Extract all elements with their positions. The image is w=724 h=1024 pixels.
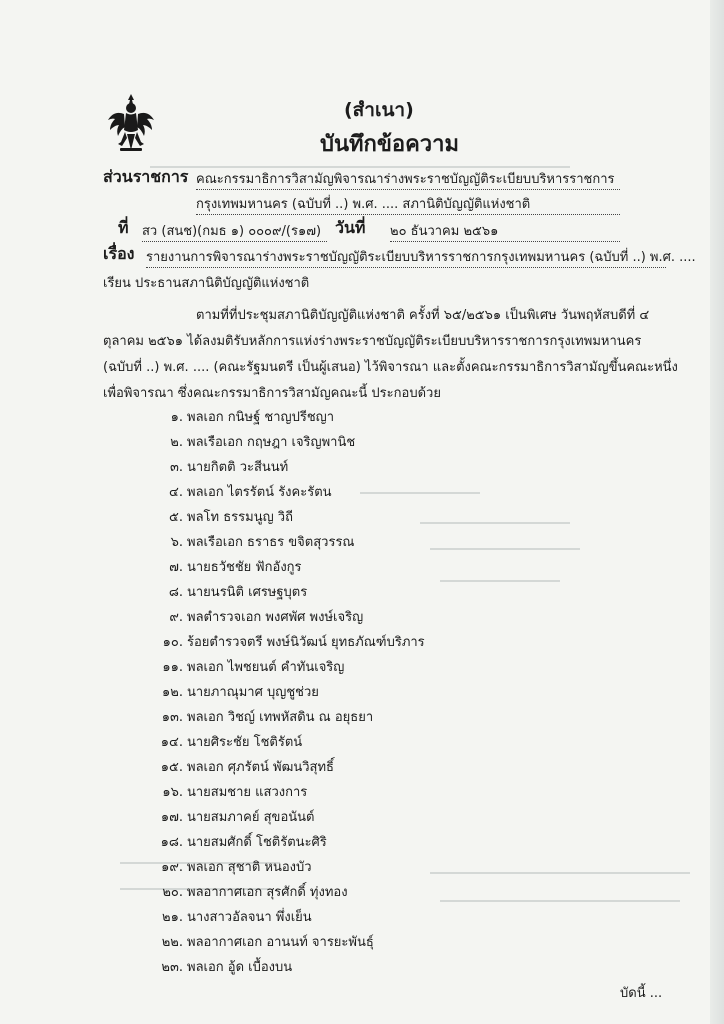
member-item [135, 706, 373, 727]
agency-value-line2: กรุงเทพมหานคร (ฉบับที่ ..) พ.ศ. .... สภานิติบัญญัติแห่งชาติ [196, 193, 620, 215]
member-item [135, 956, 292, 977]
member-name: นายนรนิติ เศรษฐบุตร [187, 585, 308, 600]
member-item [135, 681, 319, 702]
member-number: ๑. [170, 410, 183, 425]
body-paragraph-line: (ฉบับที่ ..) พ.ศ. .... (คณะรัฐมนตรี เป็นผู้เสนอ) ไว้พิจารณา และตั้งคณะกรรมาธิการวิสามัญขึ้นคณะหนึ่ง [103, 360, 678, 375]
member-number: ๓. [169, 460, 183, 475]
bleed-through-line [430, 548, 580, 550]
member-number: ๑๗. [160, 810, 183, 825]
member-name: นายธวัชชัย ฟักอังกูร [187, 560, 302, 575]
member-name: พลตำรวจเอก พงศพัศ พงษ์เจริญ [187, 610, 364, 625]
agency-value-line1: คณะกรรมาธิการวิสามัญพิจารณาร่างพระราชบัญญัติระเบียบบริหารราชการ [196, 168, 620, 190]
date-label: วันที่ [335, 218, 366, 237]
member-name: นายภาณุมาศ บุญชูช่วย [187, 685, 319, 700]
member-name: นางสาวอัลจนา พึ่งเย็น [187, 910, 312, 925]
garuda-emblem-icon [106, 92, 156, 154]
member-number: ๑๕. [160, 760, 183, 775]
continuation-marker: บัดนี้ ... [620, 986, 663, 1001]
agency-label: ส่วนราชการ [103, 167, 189, 186]
member-name: พลโท ธรรมนูญ วิถี [187, 510, 293, 525]
member-number: ๑๖. [162, 785, 183, 800]
member-name: นายกิตติ วะสีนนท์ [187, 460, 289, 475]
member-number: ๑๒. [162, 685, 183, 700]
member-item [135, 406, 334, 427]
copy-mark: (สำเนา) [344, 99, 414, 121]
member-name: นายสมศักดิ์ โชติรัตนะศิริ [187, 835, 327, 850]
member-name: ร้อยตำรวจตรี พงษ์นิวัฒน์ ยุทธภัณฑ์บริภาร [187, 635, 425, 650]
member-name: พลเอก ไพชยนต์ คำทันเจริญ [187, 660, 345, 675]
subject-label: เรื่อง [103, 244, 135, 263]
member-number: ๘. [168, 585, 183, 600]
member-item [135, 856, 312, 877]
body-paragraph-line: ตุลาคม ๒๕๖๑ ได้ลงมติรับหลักการแห่งร่างพระราชบัญญัติระเบียบบริหารราชการกรุงเทพมหานคร [103, 334, 642, 349]
member-name: พลเอก กนิษฐ์ ชาญปรีชญา [187, 410, 335, 425]
member-item [135, 456, 288, 477]
bleed-through-line [420, 522, 570, 524]
member-name: พลเอก ไตรรัตน์ รังคะรัตน [187, 485, 332, 500]
member-number: ๒. [170, 435, 183, 450]
bleed-through-line [440, 900, 680, 902]
member-number: ๑๙. [161, 860, 183, 875]
member-name: นายสมภาคย์ สุขอนันต์ [187, 810, 315, 825]
member-item [135, 656, 344, 677]
member-number: ๑๓. [161, 710, 183, 725]
member-name: พลเอก วิชญ์ เทพหัสดิน ณ อยุธยา [187, 710, 374, 725]
member-item [135, 781, 307, 802]
member-item [135, 906, 312, 927]
member-item [135, 881, 348, 902]
member-number: ๑๑. [162, 660, 183, 675]
memo-title: บันทึกข้อความ [320, 132, 460, 157]
salutation: เรียน ประธานสภานิติบัญญัติแห่งชาติ [103, 276, 310, 291]
date-value: ๒๐ ธันวาคม ๒๕๖๑ [390, 220, 620, 242]
ref-label: ที่ [118, 218, 129, 237]
subject-value: รายงานการพิจารณาร่างพระราชบัญญัติระเบียบบริหารราชการกรุงเทพมหานคร (ฉบับที่ ..) พ.ศ. .... [146, 246, 666, 268]
member-item [135, 531, 355, 552]
member-name: นายศิระชัย โชติรัตน์ [187, 735, 303, 750]
member-number: ๑๔. [160, 735, 183, 750]
member-name: พลเอก สุชาติ หนองบัว [187, 860, 312, 875]
member-item [135, 806, 314, 827]
member-number: ๙. [169, 610, 183, 625]
member-number: ๒๓. [161, 960, 183, 975]
member-number: ๑๘. [160, 835, 183, 850]
member-name: พลอากาศเอก สุรศักดิ์ ทุ่งทอง [187, 885, 348, 900]
member-name: พลเรือเอก ธราธร ขจิตสุวรรณ [187, 535, 355, 550]
bleed-through-line [360, 492, 480, 494]
bleed-through-line [440, 580, 560, 582]
member-name: พลเอก ศุภรัตน์ พัฒนวิสุทธิ์ [187, 760, 334, 775]
member-number: ๗. [169, 560, 183, 575]
member-name: พลอากาศเอก อานนท์ จารยะพันธุ์ [187, 935, 374, 950]
page-edge-shadow [710, 0, 724, 1024]
member-item [135, 506, 293, 527]
member-number: ๒๐. [162, 885, 183, 900]
member-item [135, 931, 374, 952]
body-paragraph-line: เพื่อพิจารณา ซึ่งคณะกรรมาธิการวิสามัญคณะนี้ ประกอบด้วย [103, 386, 441, 401]
member-name: พลเรือเอก กฤษฎา เจริญพานิช [187, 435, 356, 450]
body-paragraph-line: ตามที่ที่ประชุมสภานิติบัญญัติแห่งชาติ ครั้งที่ ๖๕/๒๕๖๑ เป็นพิเศษ วันพฤหัสบดีที่ ๔ [196, 308, 650, 323]
member-item [135, 606, 363, 627]
member-number: ๔. [169, 485, 183, 500]
ref-value: สว (สนช)(กมธ ๑) ๐๐๐๙/(ร๑๗) [142, 220, 327, 242]
member-name: นายสมชาย แสวงการ [187, 785, 308, 800]
bleed-through-line [430, 872, 690, 874]
member-number: ๑๐. [162, 635, 183, 650]
member-number: ๖. [170, 535, 183, 550]
member-item [135, 431, 355, 452]
member-item [135, 631, 425, 652]
member-number: ๒๑. [162, 910, 183, 925]
member-item [135, 756, 334, 777]
member-item [135, 556, 302, 577]
member-item [135, 581, 307, 602]
member-item [135, 481, 332, 502]
member-item [135, 731, 302, 752]
member-number: ๒๒. [161, 935, 183, 950]
member-item [135, 831, 327, 852]
member-number: ๕. [169, 510, 183, 525]
member-name: พลเอก อู้ด เบื้องบน [187, 960, 293, 975]
